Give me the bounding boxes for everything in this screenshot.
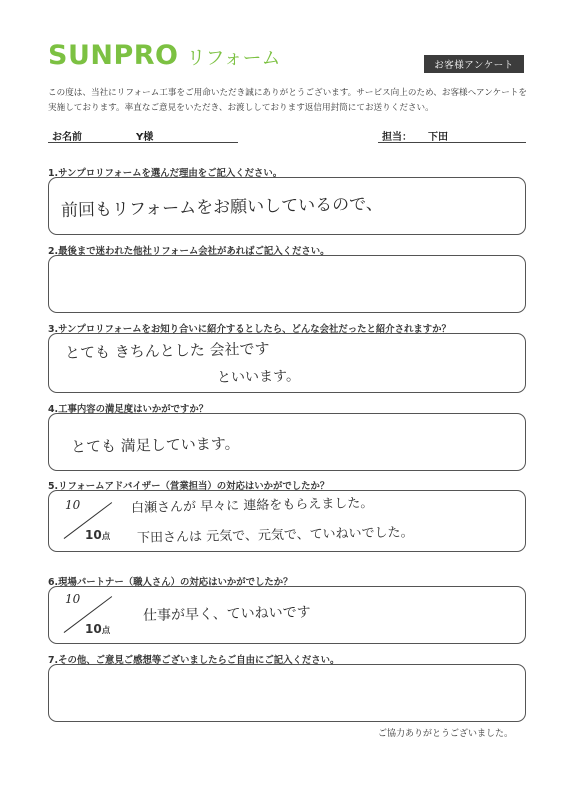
- name-label: お名前: [52, 132, 82, 143]
- question-1-answer-line-1: 前回もリフォームをお願いしているので、: [60, 194, 384, 221]
- question-5-answer-box: [48, 490, 526, 552]
- question-3-label: 3.サンプロリフォームをお知り合いに紹介するとしたら、どんな会社だったと紹介されますか？: [48, 324, 451, 335]
- question-6-score-max: 10: [85, 622, 102, 636]
- question-6-score: [56, 594, 118, 640]
- question-5-answer-line-2: 下田さんは 元気で、元気で、ていねいでした。: [136, 525, 414, 546]
- logo-subtitle: リフォーム: [186, 47, 281, 69]
- staff-label: 担当：: [382, 132, 412, 143]
- staff-field: [378, 126, 526, 143]
- sunpro-logo: [48, 40, 281, 71]
- question-3-answer-line-1: とても きちんとした 会社です: [64, 339, 270, 362]
- question-5-answer-line-1: 白瀬さんが 早々に 連絡をもらえました。: [130, 495, 374, 516]
- question-6-score-given: 10: [65, 592, 81, 606]
- question-2-answer-box: [48, 255, 526, 313]
- thanks-text: ご協力ありがとうございました。: [378, 729, 514, 739]
- question-6-score-unit: 点: [101, 626, 111, 636]
- question-4-answer-box: [48, 413, 526, 471]
- question-6-answer-box: [48, 586, 526, 644]
- question-7-label: 7.その他、ご意見ご感想等ございましたらご自由にご記入ください。: [48, 655, 340, 666]
- question-7-answer-box: [48, 664, 526, 722]
- customer-name-field: [48, 126, 238, 143]
- question-3-answer-line-2: といいます。: [216, 368, 301, 386]
- question-5-score-unit: 点: [101, 532, 111, 542]
- question-6-label: 6.現場パートナー（職人さん）の対応はいかがでしたか？: [48, 577, 293, 588]
- survey-badge: お客様アンケート: [424, 55, 524, 73]
- question-5-score: [56, 500, 118, 546]
- intro-text: この度は、当社にリフォーム工事をご用命いただき誠にありがとうございます。サービス向上のため、お客様へアンケートを実施しております。率直なご意見をいただき、お渡ししております返信用封筒にてお送りください。: [48, 88, 528, 113]
- question-6-answer-line-1: 仕事が早く、ていねいです: [142, 604, 311, 624]
- question-5-score-total: [85, 528, 110, 542]
- question-1-label: 1.サンプロリフォームを選んだ理由をご記入ください。: [48, 168, 283, 179]
- question-2-label: 2.最後まで迷われた他社リフォーム会社があればご記入ください。: [48, 246, 330, 257]
- question-1-answer-box: [48, 177, 526, 235]
- question-5-score-given: 10: [65, 498, 81, 512]
- question-3-answer-box: [48, 333, 526, 393]
- question-6-score-total: [85, 622, 110, 636]
- question-4-label: 4.工事内容の満足度はいかがですか？: [48, 404, 209, 415]
- question-4-answer-line-1: とても 満足しています。: [70, 434, 240, 456]
- question-5-label: 5.リフォームアドバイザー（営業担当）の対応はいかがでしたか？: [48, 481, 330, 492]
- question-5-score-max: 10: [85, 528, 102, 542]
- logo-brand: SUNPRO: [48, 40, 179, 71]
- staff-value: 下田: [428, 132, 448, 143]
- name-value: Y様: [136, 132, 154, 143]
